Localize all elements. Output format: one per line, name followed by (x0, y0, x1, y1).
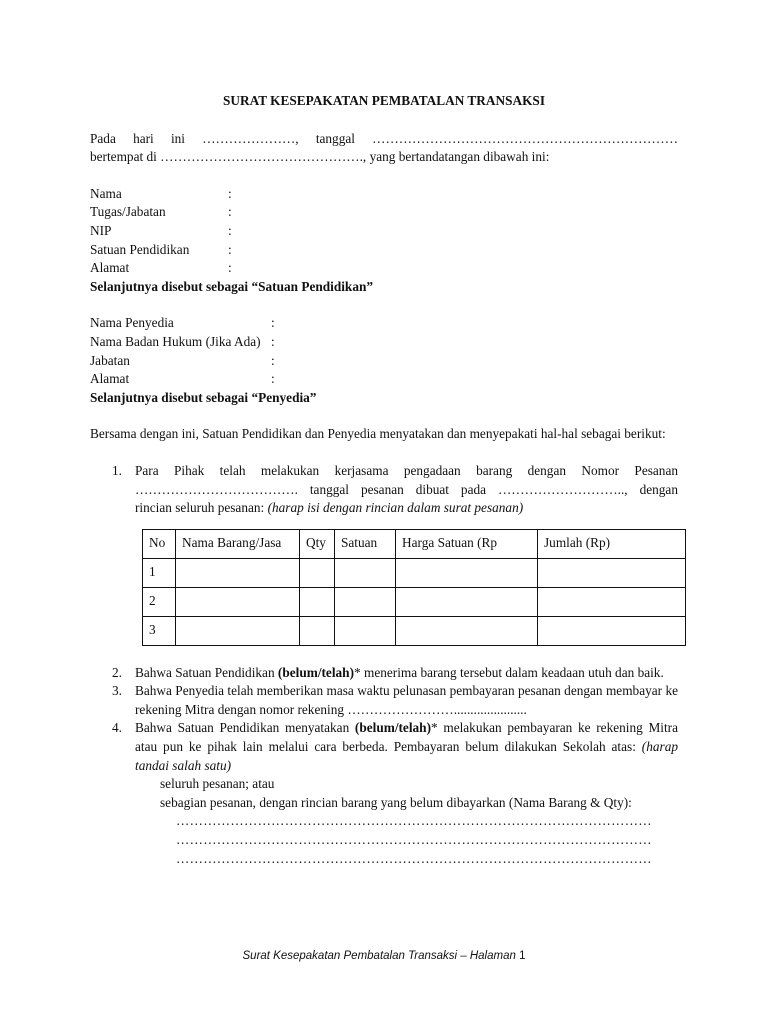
field-separator: : (228, 222, 232, 238)
field-row (90, 185, 678, 204)
table-cell[interactable]: 3 (143, 616, 176, 645)
clause-text: Bahwa Penyedia telah memberikan masa waktu pelunasan pembayaran pesanan dengan membayar ke rekening Mitra dengan nomor rekening ……………………...................... (135, 683, 678, 717)
table-cell[interactable] (396, 616, 538, 645)
clause-number: 4. (112, 720, 122, 736)
clause-number: 2. (112, 664, 122, 680)
clause-4 (112, 719, 678, 775)
clause-2 (112, 664, 678, 683)
table-header: Qty (300, 529, 335, 558)
opening-word: hari (133, 130, 154, 146)
table-cell[interactable] (300, 587, 335, 616)
spacer (90, 296, 678, 314)
intro-paragraph: Bersama dengan ini, Satuan Pendidikan dan Penyedia menyatakan dan menyepakati hal-hal sebagai berikut: (90, 426, 666, 442)
clause-choice: (belum/telah) (354, 720, 432, 736)
table-cell[interactable]: 2 (143, 587, 176, 616)
checkbox-icon[interactable] (136, 775, 160, 794)
table-cell[interactable] (538, 587, 686, 616)
table-cell[interactable] (335, 616, 396, 645)
clause-text-part: * menerima barang tersebut dalam keadaan utuh dan baik. (354, 664, 664, 680)
order-table (142, 529, 686, 646)
field-label: Alamat (90, 260, 130, 276)
opening-word: Pada (90, 130, 116, 146)
clause-text-part: Bahwa Satuan Pendidikan menyatakan (135, 720, 355, 736)
table-cell[interactable] (176, 558, 300, 587)
spacer (90, 167, 678, 185)
opening-word: ini (170, 130, 185, 146)
clause-text-part: Bahwa Satuan Pendidikan (135, 664, 278, 680)
clause-1 (112, 462, 678, 518)
table-header: Nama Barang/Jasa (176, 529, 300, 558)
clause-choice: (belum/telah) (277, 664, 355, 680)
field-separator: : (228, 260, 232, 276)
checkbox-icon[interactable] (136, 794, 160, 813)
table-cell[interactable] (538, 616, 686, 645)
clause-text (135, 462, 678, 518)
field-label: Nama (90, 185, 122, 201)
opening-word: tanggal (315, 130, 355, 146)
field-label: NIP (90, 222, 112, 238)
dotted-line[interactable]: …………………………………………………………………………………………… (176, 832, 652, 848)
field-row (90, 370, 678, 389)
table-cell[interactable] (300, 558, 335, 587)
field-separator: : (271, 315, 275, 331)
table-cell[interactable] (176, 616, 300, 645)
table-cell[interactable]: 1 (143, 558, 176, 587)
spacer (90, 646, 678, 664)
table-header: Jumlah (Rp) (538, 529, 686, 558)
table-cell[interactable] (300, 616, 335, 645)
clause-line: ………………………………. tanggal pesanan dibuat pada ……………………….., dengan (135, 481, 678, 497)
table-cell[interactable] (396, 558, 538, 587)
clause-instruction: (harap tandai salah satu) (135, 739, 678, 773)
party1-fields (90, 185, 678, 297)
clause-line: Para Pihak telah melakukan kerjasama pengadaan barang dengan Nomor Pesanan (135, 462, 678, 478)
table-header: No (143, 529, 176, 558)
table-row (143, 616, 686, 645)
field-row (90, 314, 678, 333)
field-label: Nama Badan Hukum (Jika Ada) (90, 333, 261, 349)
field-label: Nama Penyedia (90, 315, 174, 331)
clause-text-part: * melakukan pembayaran ke rekening Mitra atau pun ke pihak lain melalui cara berbeda. Pembayaran belum dilakukan Sekolah atas: (135, 720, 678, 755)
table-cell[interactable] (396, 587, 538, 616)
clause-3 (112, 682, 678, 719)
party1-designation: Selanjutnya disebut sebagai “Satuan Pendidikan” (90, 278, 374, 294)
option-row[interactable] (136, 794, 678, 813)
spacer (90, 407, 678, 425)
field-label: Alamat (90, 371, 130, 387)
field-row (90, 203, 678, 222)
clause-line (135, 499, 678, 518)
party2-fields (90, 314, 678, 407)
clause-line-text: rincian seluruh pesanan: (135, 500, 268, 516)
document-page (90, 92, 678, 868)
party2-designation: Selanjutnya disebut sebagai “Penyedia” (90, 389, 317, 405)
clause-text (135, 664, 678, 683)
clause-number: 3. (112, 683, 122, 699)
field-separator: : (228, 241, 232, 257)
table-cell[interactable] (538, 558, 686, 587)
document-title: SURAT KESEPAKATAN PEMBATALAN TRANSAKSI (222, 93, 545, 108)
field-label: Satuan Pendidikan (90, 241, 190, 257)
dotted-line[interactable]: …………………………………………………………………………………………… (176, 850, 652, 866)
date-blank: …………………………………………………………… (372, 130, 678, 146)
dotted-line[interactable]: …………………………………………………………………………………………… (176, 813, 652, 829)
field-separator: : (271, 352, 275, 368)
spacer (90, 444, 678, 462)
clause-text (135, 719, 678, 775)
clause-number: 1. (112, 462, 122, 478)
field-row (90, 259, 678, 278)
option-label: sebagian pesanan, dengan rincian barang yang belum dibayarkan (Nama Barang & Qty): (160, 794, 632, 810)
field-separator: : (228, 204, 232, 220)
field-row (90, 222, 678, 241)
option-row[interactable] (136, 775, 678, 794)
day-blank: …………………, (202, 130, 299, 146)
table-cell[interactable] (335, 558, 396, 587)
field-separator: : (228, 185, 232, 201)
field-row (90, 333, 678, 352)
field-row (90, 352, 678, 371)
field-separator: : (271, 333, 275, 349)
table-row (143, 587, 686, 616)
table-cell[interactable] (335, 587, 396, 616)
opening-line-2: bertempat di ………………………………………., yang bertandatangan dibawah ini: (90, 149, 550, 165)
footer-text: Surat Kesepakatan Pembatalan Transaksi – Halaman (242, 950, 520, 962)
table-header: Harga Satuan (Rp (396, 529, 538, 558)
table-header: Satuan (335, 529, 396, 558)
page-footer (0, 947, 768, 966)
option-label: seluruh pesanan; atau (160, 776, 275, 792)
field-row (90, 241, 678, 260)
field-label: Tugas/Jabatan (90, 204, 166, 220)
page-number: 1 (519, 950, 526, 962)
field-separator: : (271, 371, 275, 387)
field-label: Jabatan (90, 352, 130, 368)
table-cell[interactable] (176, 587, 300, 616)
table-row (143, 558, 686, 587)
opening-line-1 (90, 130, 678, 149)
table-header-row (143, 529, 686, 558)
clause-instruction: (harap isi dengan rincian dalam surat pesanan) (267, 500, 524, 516)
